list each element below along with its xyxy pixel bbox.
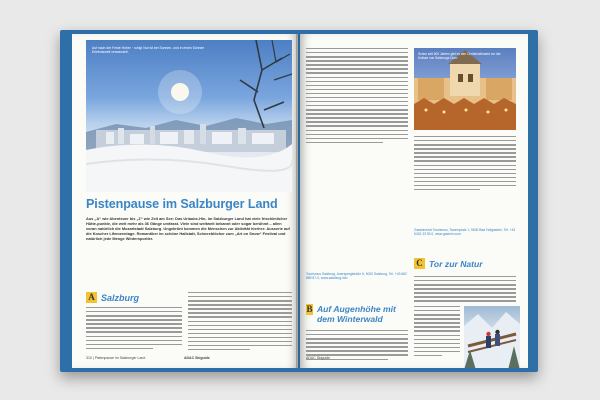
christmas-market-photo bbox=[414, 48, 516, 130]
section-a-letter: A bbox=[86, 292, 97, 303]
right-col-1-top-lines bbox=[306, 48, 408, 146]
section-c-letter: C bbox=[414, 258, 425, 269]
salzburg-winter-photo bbox=[86, 40, 292, 192]
hero-caption: Auf nach der Feste Hoher · ruhig! Nur ist bei Sonnen- und in einen Schnee Erlebniswelt verwandelt. bbox=[92, 46, 205, 55]
market-caption: Schon seit 500 Jahren gibt es den Christkindlmarkt vor der Kulisse von Salzburgs Dom. bbox=[418, 52, 501, 60]
winter-bridge-photo bbox=[464, 306, 520, 368]
section-c-narrow-lines bbox=[414, 306, 460, 359]
section-c-text-lines bbox=[414, 276, 516, 305]
article-intro: Aus „A“ wie Abenteuer bis „Z“ wie Zeit am See: Das Urlaube-Hin- im Salzburger Land hat viele frischimlicher Hütte-punkte, die weit mehr als 36 Gänge umfasst. Viele sind weltweit bekannt oder sogar berühmt – allen voran natürlich die Mozartstadt Salzburg. Ungekrönt kommen die Menschen zur Aktivität hierher: Ausserie auf die Koscher Lifemeentage. Romantiker im schöne Hallstatt, Schneeblöcher zum „Art on Snow“ Festival und natürlich jede Menge Wintersportler. bbox=[86, 216, 290, 241]
salzburg-scene-illustration bbox=[86, 40, 292, 192]
left-page-brand: ADAC Skiguide bbox=[184, 356, 210, 360]
treetop-bridge-illustration bbox=[464, 306, 520, 368]
christmas-market-illustration bbox=[414, 48, 516, 130]
contact-info-gastein[interactable]: Gasteinertal Tourismus, Tauernplatz 1, 5630 Bad Hofgastein, Tel. +43 6432 33 93 0, www.gastein.com bbox=[414, 228, 516, 237]
article-title: Pistenpause im Salzburger Land bbox=[86, 197, 278, 211]
section-b-heading bbox=[306, 304, 410, 324]
section-b-title: Auf Augenhöhe mit dem Winterwald bbox=[316, 304, 396, 324]
right-page bbox=[300, 34, 528, 368]
section-b-letter: B bbox=[306, 304, 313, 314]
section-a-heading bbox=[86, 292, 139, 303]
left-page bbox=[72, 34, 298, 368]
column-2-text-lines bbox=[188, 292, 292, 353]
right-page-brand: ADAC Skiguide bbox=[306, 356, 331, 360]
contact-info-salzburg[interactable]: Tourismus Salzburg, Auerspergstraße 6, 5020 Salzburg, Tel. +43 662 889 87-0, www.salzburg.info bbox=[306, 272, 407, 281]
left-page-footer: 310 | Pistenpause im Salzburger Land bbox=[86, 356, 146, 360]
column-1-text-lines bbox=[86, 307, 182, 352]
section-c-heading bbox=[414, 258, 483, 269]
section-c-title: Tor zur Natur bbox=[429, 258, 483, 269]
section-a-title: Salzburg bbox=[101, 292, 140, 303]
right-col-2-lines bbox=[414, 136, 516, 193]
